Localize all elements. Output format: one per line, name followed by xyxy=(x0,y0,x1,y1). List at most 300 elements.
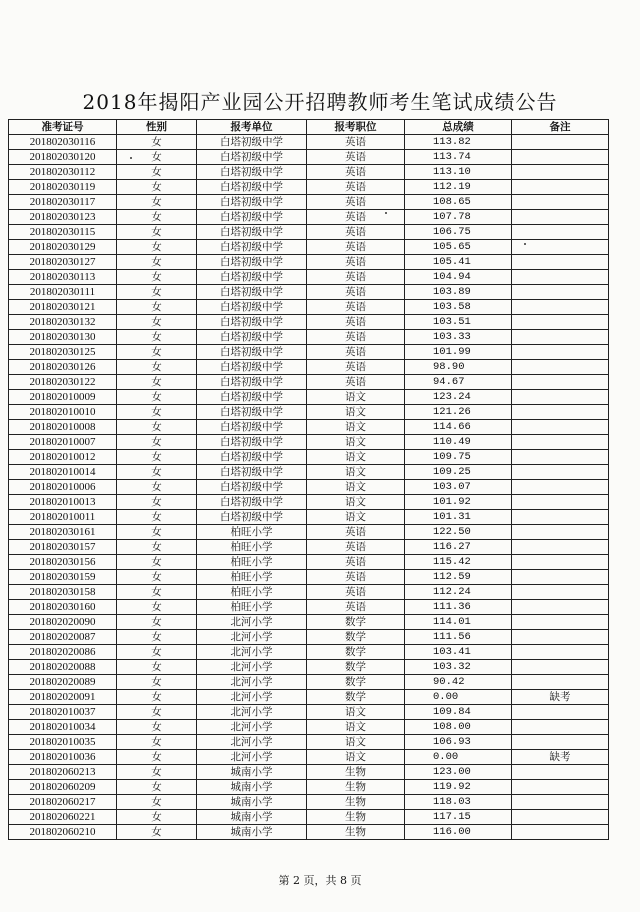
unit-cell: 白塔初级中学 xyxy=(197,420,307,435)
exam-id-cell: 201802030156 xyxy=(9,555,117,570)
exam-id-cell: 201802030161 xyxy=(9,525,117,540)
gender-cell: 女 xyxy=(117,555,197,570)
unit-cell: 白塔初级中学 xyxy=(197,405,307,420)
header-gender: 性别 xyxy=(117,120,197,135)
table-row xyxy=(9,660,609,675)
score-cell: 0.00 xyxy=(405,750,512,765)
exam-id-cell: 201802010036 xyxy=(9,750,117,765)
unit-cell: 白塔初级中学 xyxy=(197,375,307,390)
table-row xyxy=(9,720,609,735)
gender-cell: 女 xyxy=(117,270,197,285)
position-cell: 语文 xyxy=(307,750,405,765)
score-cell: 106.75 xyxy=(405,225,512,240)
table-header-row xyxy=(9,120,609,135)
position-cell: 语文 xyxy=(307,390,405,405)
exam-id-cell: 201802030125 xyxy=(9,345,117,360)
exam-id-cell: 201802010006 xyxy=(9,480,117,495)
position-cell: 数学 xyxy=(307,615,405,630)
exam-id-cell: 201802030122 xyxy=(9,375,117,390)
remarks-cell xyxy=(512,555,609,570)
position-cell: 英语 xyxy=(307,360,405,375)
remarks-cell xyxy=(512,675,609,690)
table-row xyxy=(9,585,609,600)
table-row xyxy=(9,510,609,525)
score-cell: 121.26 xyxy=(405,405,512,420)
remarks-cell xyxy=(512,660,609,675)
score-cell: 98.90 xyxy=(405,360,512,375)
remarks-cell xyxy=(512,705,609,720)
gender-cell: 女 xyxy=(117,210,197,225)
table-row xyxy=(9,285,609,300)
gender-cell: 女 xyxy=(117,180,197,195)
exam-id-cell: 201802010014 xyxy=(9,465,117,480)
score-cell: 105.65 xyxy=(405,240,512,255)
exam-id-cell: 201802030117 xyxy=(9,195,117,210)
unit-cell: 白塔初级中学 xyxy=(197,330,307,345)
remarks-cell xyxy=(512,375,609,390)
unit-cell: 北河小学 xyxy=(197,630,307,645)
table-row xyxy=(9,195,609,210)
remarks-cell xyxy=(512,240,609,255)
remarks-cell xyxy=(512,600,609,615)
gender-cell: 女 xyxy=(117,795,197,810)
table-row xyxy=(9,540,609,555)
gender-cell: 女 xyxy=(117,600,197,615)
exam-id-cell: 201802060210 xyxy=(9,825,117,840)
remarks-cell xyxy=(512,510,609,525)
position-cell: 英语 xyxy=(307,195,405,210)
score-cell: 103.41 xyxy=(405,645,512,660)
table-row xyxy=(9,180,609,195)
unit-cell: 白塔初级中学 xyxy=(197,300,307,315)
exam-id-cell: 201802010007 xyxy=(9,435,117,450)
table-row xyxy=(9,555,609,570)
position-cell: 数学 xyxy=(307,645,405,660)
gender-cell: 女 xyxy=(117,825,197,840)
score-cell: 112.19 xyxy=(405,180,512,195)
remarks-cell: 缺考 xyxy=(512,750,609,765)
remarks-cell: 缺考 xyxy=(512,690,609,705)
unit-cell: 白塔初级中学 xyxy=(197,480,307,495)
score-cell: 122.50 xyxy=(405,525,512,540)
unit-cell: 白塔初级中学 xyxy=(197,135,307,150)
unit-cell: 城南小学 xyxy=(197,810,307,825)
remarks-cell xyxy=(512,165,609,180)
remarks-cell xyxy=(512,795,609,810)
unit-cell: 白塔初级中学 xyxy=(197,195,307,210)
table-row xyxy=(9,405,609,420)
exam-id-cell: 201802060221 xyxy=(9,810,117,825)
score-cell: 108.00 xyxy=(405,720,512,735)
table-row xyxy=(9,480,609,495)
position-cell: 语文 xyxy=(307,495,405,510)
table-row xyxy=(9,270,609,285)
document-title: 2018年揭阳产业园公开招聘教师考生笔试成绩公告 xyxy=(82,90,558,114)
position-cell: 语文 xyxy=(307,420,405,435)
gender-cell: 女 xyxy=(117,195,197,210)
gender-cell: 女 xyxy=(117,360,197,375)
score-cell: 105.41 xyxy=(405,255,512,270)
scan-speck xyxy=(385,212,387,214)
exam-id-cell: 201802030112 xyxy=(9,165,117,180)
exam-id-cell: 201802060213 xyxy=(9,765,117,780)
exam-id-cell: 201802030115 xyxy=(9,225,117,240)
unit-cell: 柏旺小学 xyxy=(197,585,307,600)
remarks-cell xyxy=(512,630,609,645)
remarks-cell xyxy=(512,780,609,795)
gender-cell: 女 xyxy=(117,165,197,180)
unit-cell: 白塔初级中学 xyxy=(197,510,307,525)
remarks-cell xyxy=(512,180,609,195)
score-cell: 117.15 xyxy=(405,810,512,825)
table-row xyxy=(9,345,609,360)
remarks-cell xyxy=(512,405,609,420)
position-cell: 英语 xyxy=(307,540,405,555)
header-position: 报考职位 xyxy=(307,120,405,135)
gender-cell: 女 xyxy=(117,345,197,360)
exam-id-cell: 201802030119 xyxy=(9,180,117,195)
unit-cell: 北河小学 xyxy=(197,645,307,660)
remarks-cell xyxy=(512,615,609,630)
table-row xyxy=(9,495,609,510)
table-row xyxy=(9,255,609,270)
unit-cell: 白塔初级中学 xyxy=(197,315,307,330)
unit-cell: 白塔初级中学 xyxy=(197,255,307,270)
exam-id-cell: 201802010009 xyxy=(9,390,117,405)
remarks-cell xyxy=(512,825,609,840)
unit-cell: 白塔初级中学 xyxy=(197,165,307,180)
remarks-cell xyxy=(512,420,609,435)
unit-cell: 北河小学 xyxy=(197,615,307,630)
table-row xyxy=(9,750,609,765)
position-cell: 语文 xyxy=(307,510,405,525)
gender-cell: 女 xyxy=(117,465,197,480)
score-cell: 113.74 xyxy=(405,150,512,165)
position-cell: 英语 xyxy=(307,270,405,285)
gender-cell: 女 xyxy=(117,525,197,540)
table-row xyxy=(9,135,609,150)
table-row xyxy=(9,675,609,690)
table-row xyxy=(9,435,609,450)
header-total-score: 总成绩 xyxy=(405,120,512,135)
gender-cell: 女 xyxy=(117,720,197,735)
unit-cell: 北河小学 xyxy=(197,660,307,675)
unit-cell: 白塔初级中学 xyxy=(197,390,307,405)
score-cell: 114.66 xyxy=(405,420,512,435)
table-row xyxy=(9,600,609,615)
gender-cell: 女 xyxy=(117,495,197,510)
gender-cell: 女 xyxy=(117,705,197,720)
score-cell: 113.10 xyxy=(405,165,512,180)
position-cell: 生物 xyxy=(307,780,405,795)
position-cell: 英语 xyxy=(307,570,405,585)
table-row xyxy=(9,525,609,540)
table-row xyxy=(9,765,609,780)
table-row xyxy=(9,795,609,810)
remarks-cell xyxy=(512,315,609,330)
exam-id-cell: 201802030113 xyxy=(9,270,117,285)
position-cell: 数学 xyxy=(307,630,405,645)
exam-id-cell: 201802010034 xyxy=(9,720,117,735)
exam-id-cell: 201802010012 xyxy=(9,450,117,465)
table-row xyxy=(9,630,609,645)
exam-id-cell: 201802020089 xyxy=(9,675,117,690)
remarks-cell xyxy=(512,735,609,750)
exam-id-cell: 201802030160 xyxy=(9,600,117,615)
table-row xyxy=(9,150,609,165)
unit-cell: 北河小学 xyxy=(197,690,307,705)
unit-cell: 柏旺小学 xyxy=(197,600,307,615)
gender-cell: 女 xyxy=(117,375,197,390)
gender-cell: 女 xyxy=(117,735,197,750)
score-cell: 103.07 xyxy=(405,480,512,495)
position-cell: 英语 xyxy=(307,345,405,360)
table-row xyxy=(9,390,609,405)
unit-cell: 北河小学 xyxy=(197,750,307,765)
position-cell: 语文 xyxy=(307,480,405,495)
remarks-cell xyxy=(512,810,609,825)
gender-cell: 女 xyxy=(117,675,197,690)
score-table xyxy=(8,119,609,840)
table-row xyxy=(9,420,609,435)
unit-cell: 白塔初级中学 xyxy=(197,345,307,360)
exam-id-cell: 201802060217 xyxy=(9,795,117,810)
exam-id-cell: 201802010035 xyxy=(9,735,117,750)
gender-cell: 女 xyxy=(117,540,197,555)
remarks-cell xyxy=(512,570,609,585)
score-cell: 106.93 xyxy=(405,735,512,750)
table-row xyxy=(9,825,609,840)
position-cell: 语文 xyxy=(307,735,405,750)
gender-cell: 女 xyxy=(117,450,197,465)
position-cell: 英语 xyxy=(307,210,405,225)
gender-cell: 女 xyxy=(117,660,197,675)
score-cell: 103.89 xyxy=(405,285,512,300)
position-cell: 生物 xyxy=(307,795,405,810)
unit-cell: 北河小学 xyxy=(197,735,307,750)
remarks-cell xyxy=(512,645,609,660)
gender-cell: 女 xyxy=(117,255,197,270)
gender-cell: 女 xyxy=(117,135,197,150)
position-cell: 语文 xyxy=(307,435,405,450)
unit-cell: 城南小学 xyxy=(197,825,307,840)
exam-id-cell: 201802030129 xyxy=(9,240,117,255)
unit-cell: 白塔初级中学 xyxy=(197,270,307,285)
remarks-cell xyxy=(512,150,609,165)
gender-cell: 女 xyxy=(117,390,197,405)
exam-id-cell: 201802020090 xyxy=(9,615,117,630)
exam-id-cell: 201802030116 xyxy=(9,135,117,150)
exam-id-cell: 201802030157 xyxy=(9,540,117,555)
position-cell: 英语 xyxy=(307,525,405,540)
score-cell: 101.99 xyxy=(405,345,512,360)
table-row xyxy=(9,810,609,825)
position-cell: 英语 xyxy=(307,240,405,255)
position-cell: 数学 xyxy=(307,690,405,705)
unit-cell: 柏旺小学 xyxy=(197,525,307,540)
table-row xyxy=(9,210,609,225)
position-cell: 生物 xyxy=(307,765,405,780)
gender-cell: 女 xyxy=(117,615,197,630)
gender-cell: 女 xyxy=(117,435,197,450)
score-cell: 103.51 xyxy=(405,315,512,330)
gender-cell: 女 xyxy=(117,570,197,585)
position-cell: 英语 xyxy=(307,135,405,150)
score-cell: 103.33 xyxy=(405,330,512,345)
score-cell: 114.01 xyxy=(405,615,512,630)
gender-cell: 女 xyxy=(117,630,197,645)
gender-cell: 女 xyxy=(117,420,197,435)
score-cell: 123.00 xyxy=(405,765,512,780)
position-cell: 生物 xyxy=(307,810,405,825)
scan-speck xyxy=(524,243,526,245)
unit-cell: 柏旺小学 xyxy=(197,555,307,570)
position-cell: 语文 xyxy=(307,465,405,480)
table-row xyxy=(9,375,609,390)
position-cell: 英语 xyxy=(307,255,405,270)
gender-cell: 女 xyxy=(117,150,197,165)
unit-cell: 城南小学 xyxy=(197,795,307,810)
gender-cell: 女 xyxy=(117,315,197,330)
unit-cell: 白塔初级中学 xyxy=(197,435,307,450)
remarks-cell xyxy=(512,360,609,375)
remarks-cell xyxy=(512,225,609,240)
unit-cell: 北河小学 xyxy=(197,675,307,690)
remarks-cell xyxy=(512,585,609,600)
position-cell: 英语 xyxy=(307,285,405,300)
table-row xyxy=(9,450,609,465)
score-cell: 123.24 xyxy=(405,390,512,405)
score-cell: 112.59 xyxy=(405,570,512,585)
score-cell: 103.58 xyxy=(405,300,512,315)
unit-cell: 白塔初级中学 xyxy=(197,210,307,225)
exam-id-cell: 201802030159 xyxy=(9,570,117,585)
position-cell: 英语 xyxy=(307,330,405,345)
score-cell: 101.31 xyxy=(405,510,512,525)
remarks-cell xyxy=(512,300,609,315)
position-cell: 英语 xyxy=(307,165,405,180)
remarks-cell xyxy=(512,450,609,465)
exam-id-cell: 201802010013 xyxy=(9,495,117,510)
score-cell: 116.00 xyxy=(405,825,512,840)
gender-cell: 女 xyxy=(117,240,197,255)
table-row xyxy=(9,615,609,630)
exam-id-cell: 201802030121 xyxy=(9,300,117,315)
remarks-cell xyxy=(512,135,609,150)
table-body xyxy=(9,135,609,840)
score-cell: 94.67 xyxy=(405,375,512,390)
position-cell: 英语 xyxy=(307,600,405,615)
unit-cell: 白塔初级中学 xyxy=(197,150,307,165)
table-row xyxy=(9,570,609,585)
exam-id-cell: 201802020091 xyxy=(9,690,117,705)
gender-cell: 女 xyxy=(117,765,197,780)
unit-cell: 柏旺小学 xyxy=(197,570,307,585)
remarks-cell xyxy=(512,495,609,510)
score-cell: 107.78 xyxy=(405,210,512,225)
exam-id-cell: 201802030130 xyxy=(9,330,117,345)
position-cell: 语文 xyxy=(307,450,405,465)
unit-cell: 白塔初级中学 xyxy=(197,285,307,300)
exam-id-cell: 201802030132 xyxy=(9,315,117,330)
unit-cell: 白塔初级中学 xyxy=(197,360,307,375)
table-row xyxy=(9,465,609,480)
table-row xyxy=(9,225,609,240)
exam-id-cell: 201802020086 xyxy=(9,645,117,660)
remarks-cell xyxy=(512,540,609,555)
remarks-cell xyxy=(512,195,609,210)
score-cell: 0.00 xyxy=(405,690,512,705)
unit-cell: 北河小学 xyxy=(197,720,307,735)
table-row xyxy=(9,165,609,180)
score-cell: 90.42 xyxy=(405,675,512,690)
score-cell: 113.82 xyxy=(405,135,512,150)
gender-cell: 女 xyxy=(117,480,197,495)
score-cell: 118.03 xyxy=(405,795,512,810)
score-cell: 108.65 xyxy=(405,195,512,210)
position-cell: 数学 xyxy=(307,660,405,675)
score-cell: 109.84 xyxy=(405,705,512,720)
gender-cell: 女 xyxy=(117,810,197,825)
position-cell: 英语 xyxy=(307,180,405,195)
score-cell: 103.32 xyxy=(405,660,512,675)
gender-cell: 女 xyxy=(117,690,197,705)
gender-cell: 女 xyxy=(117,285,197,300)
table-row xyxy=(9,315,609,330)
header-unit: 报考单位 xyxy=(197,120,307,135)
gender-cell: 女 xyxy=(117,750,197,765)
unit-cell: 城南小学 xyxy=(197,780,307,795)
exam-id-cell: 201802030120 xyxy=(9,150,117,165)
score-cell: 109.75 xyxy=(405,450,512,465)
unit-cell: 白塔初级中学 xyxy=(197,495,307,510)
score-cell: 116.27 xyxy=(405,540,512,555)
exam-id-cell: 201802010008 xyxy=(9,420,117,435)
remarks-cell xyxy=(512,255,609,270)
remarks-cell xyxy=(512,465,609,480)
position-cell: 英语 xyxy=(307,555,405,570)
exam-id-cell: 201802010037 xyxy=(9,705,117,720)
unit-cell: 白塔初级中学 xyxy=(197,465,307,480)
position-cell: 英语 xyxy=(307,225,405,240)
gender-cell: 女 xyxy=(117,300,197,315)
exam-id-cell: 201802010011 xyxy=(9,510,117,525)
remarks-cell xyxy=(512,390,609,405)
gender-cell: 女 xyxy=(117,405,197,420)
unit-cell: 白塔初级中学 xyxy=(197,240,307,255)
position-cell: 语文 xyxy=(307,720,405,735)
remarks-cell xyxy=(512,270,609,285)
unit-cell: 城南小学 xyxy=(197,765,307,780)
remarks-cell xyxy=(512,765,609,780)
remarks-cell xyxy=(512,210,609,225)
gender-cell: 女 xyxy=(117,780,197,795)
table-row xyxy=(9,735,609,750)
position-cell: 英语 xyxy=(307,585,405,600)
exam-id-cell: 201802060209 xyxy=(9,780,117,795)
position-cell: 生物 xyxy=(307,825,405,840)
score-cell: 112.24 xyxy=(405,585,512,600)
table-row xyxy=(9,705,609,720)
gender-cell: 女 xyxy=(117,330,197,345)
exam-id-cell: 201802030111 xyxy=(9,285,117,300)
position-cell: 英语 xyxy=(307,375,405,390)
exam-id-cell: 201802030126 xyxy=(9,360,117,375)
remarks-cell xyxy=(512,330,609,345)
score-cell: 104.94 xyxy=(405,270,512,285)
gender-cell: 女 xyxy=(117,645,197,660)
gender-cell: 女 xyxy=(117,510,197,525)
